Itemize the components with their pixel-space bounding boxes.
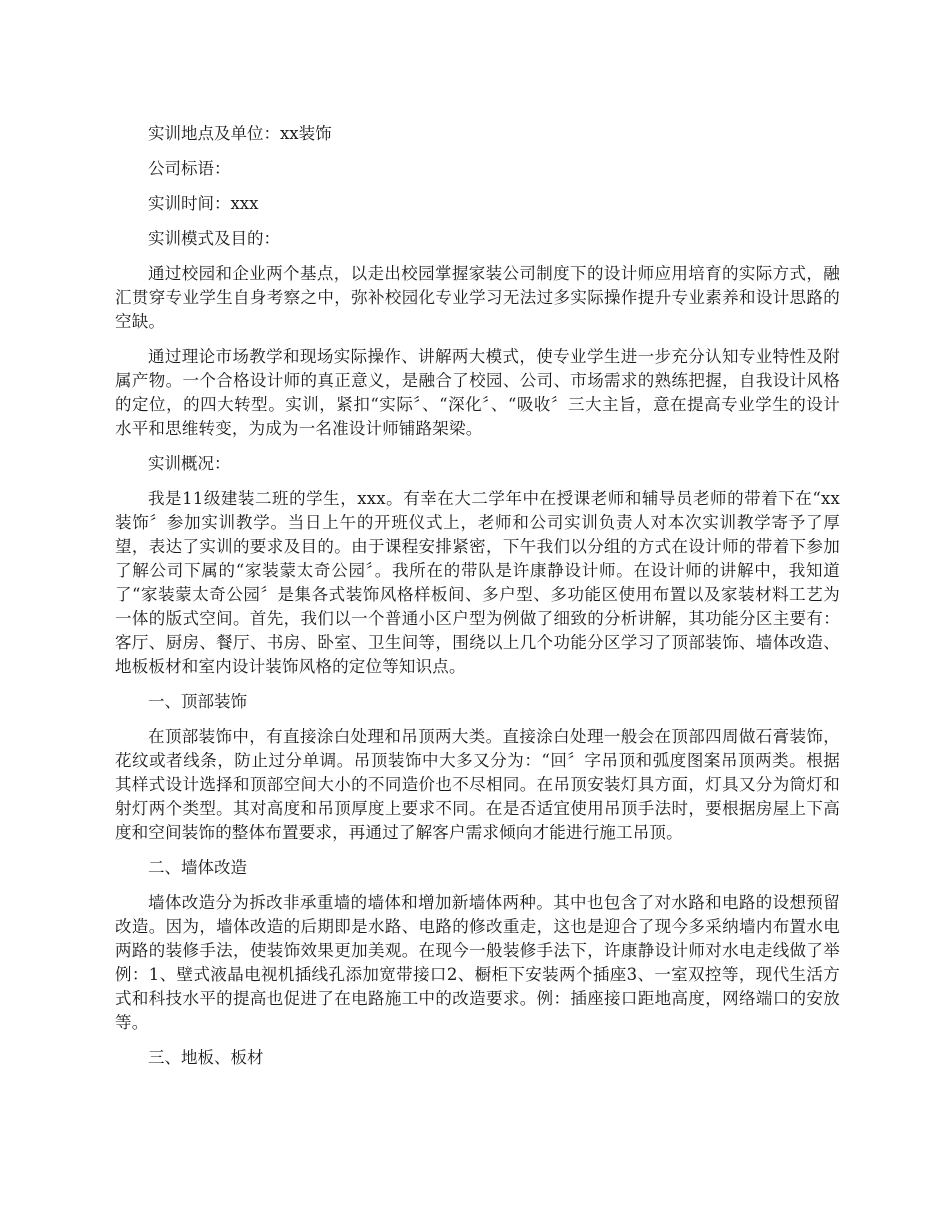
paragraph-wall: 墙体改造分为拆改非承重墙的墙体和增加新墙体两种。其中也包含了对水路和电路的设想预留改造。因为，墙体改造的后期即是水路、电路的修改重走，这也是迎合了现今多采纳墙内布置水电两路的装修手法，使装饰效果更加美观。在现今一般装修手法下，许康静设计师对水电走线做了举例：1、壁式液晶电视机插线孔添加宽带接口2、橱柜下安装两个插座3、一室双控等，现代生活方式和科技水平的提高也促进了在电路施工中的改造要求。例：插座接口距地高度，网络端口的安放等。	[115, 893, 840, 1032]
paragraph-teaching-modes: 通过理论市场教学和现场实际操作、讲解两大模式，使专业学生进一步充分认知专业特性及附属产物。一个合格设计师的真正意义，是融合了校园、公司、市场需求的熟练把握，自我设计风格的定位，的四大转型。实训，紧扣“实际〞、“深化〞、“吸收〞三大主旨，意在提高专业学生的设计水平和思维转变，为成为一名准设计师铺路架梁。	[115, 347, 840, 438]
training-location-line: 实训地点及单位：xx装饰	[148, 124, 332, 143]
paragraph-school-enterprise: 通过校园和企业两个基点，以走出校园掌握家装公司制度下的设计师应用培育的实际方式，融汇贯穿专业学生自身考察之中，弥补校园化专业学习无法过多实际操作提升专业素养和设计思路的空缺。	[115, 264, 840, 331]
document-page	[115, 122, 840, 1081]
paragraph-ceiling: 在顶部装饰中，有直接涂白处理和吊顶两大类。直接涂白处理一般会在顶部四周做石膏装饰，花纹或者线条，防止过分单调。吊顶装饰中大多又分为：“回〞字吊顶和弧度图案吊顶两类。根据其样式设计选择和顶部空间大小的不同造价也不尽相同。在吊顶安装灯具方面，灯具又分为筒灯和射灯两个类型。其对高度和吊顶厚度上要求不同。在是否适宜使用吊顶手法时，要根据房屋上下高度和空间装饰的整体布置要求，再通过了解客户需求倾向才能进行施工吊顶。	[115, 727, 840, 842]
section-floor-heading: 三、地板、板材	[148, 1048, 264, 1067]
section-wall-heading: 二、墙体改造	[148, 858, 247, 877]
company-slogan-line: 公司标语：	[148, 159, 231, 178]
training-time-line: 实训时间：xxx	[148, 194, 259, 213]
section-ceiling-heading: 一、顶部装饰	[148, 692, 247, 711]
overview-heading: 实训概况：	[148, 454, 231, 473]
paragraph-overview: 我是11级建装二班的学生，xxx。有幸在大二学年中在授课老师和辅导员老师的带着下在“xx装饰〞参加实训教学。当日上午的开班仪式上，老师和公司实训负责人对本次实训教学寄予了厚望，表达了实训的要求及目的。由于课程安排紧密，下午我们以分组的方式在设计师的带着下参加了解公司下属的“家装蒙太奇公园〞。我所在的带队是许康静设计师。在设计师的讲解中，我知道了“家装蒙太奇公园〞是集各式装饰风格样板间、多户型、多功能区使用布置以及家装材料工艺为一体的版式空间。首先，我们以一个普通小区户型为例做了细致的分析讲解，其功能分区主要有：客厅、厨房、餐厅、书房、卧室、卫生间等，围绕以上几个功能分区学习了顶部装饰、墙体改造、地板板材和室内设计装饰风格的定位等知识点。	[115, 489, 840, 676]
training-mode-heading: 实训模式及目的：	[148, 229, 280, 248]
